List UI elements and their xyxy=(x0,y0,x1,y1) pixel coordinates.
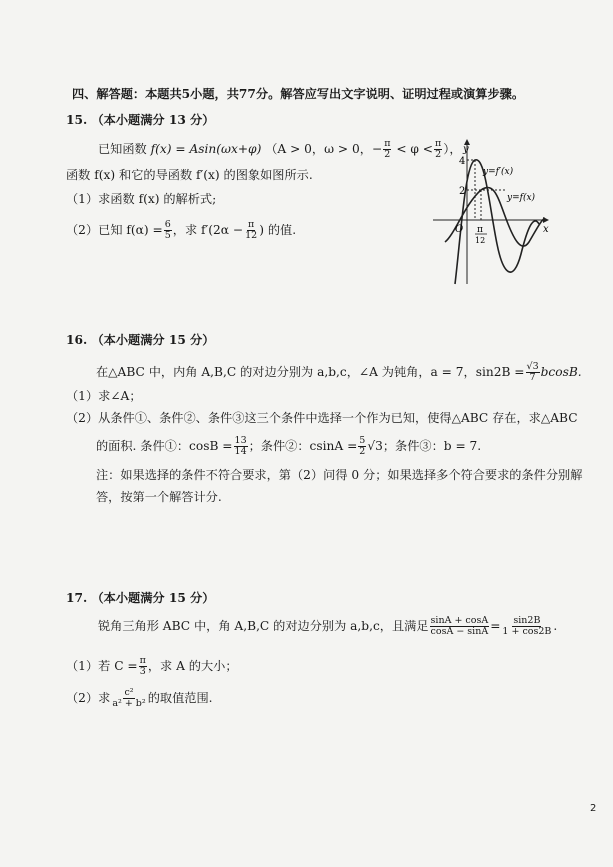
q15-condition: （A > 0，ω > 0，− xyxy=(265,142,383,156)
q16-note-line1: 注：如果选择的条件不符合要求，第（2）问得 0 分；如果选择多个符合要求的条件分别解 xyxy=(96,468,583,482)
fraction: $\frac{\sin 2B}{1 + \cos 2B}$ xyxy=(502,615,552,637)
q17-number: 17. xyxy=(66,591,88,605)
fraction: $\frac{√3}{7}$ xyxy=(526,361,539,383)
fraction: $\frac{\pi}{2}$ xyxy=(435,138,442,160)
q15-text: 已知函数 xyxy=(98,142,147,156)
label-f: y=f(x) xyxy=(507,193,536,203)
q16-sub2-line1: （2）从条件①、条件②、条件③这三个条件中选择一个作为已知，使得△ABC 存在，求△ABC xyxy=(66,411,578,425)
q15-condition: ）， xyxy=(443,142,462,156)
q16-points: （本小题满分 15 分） xyxy=(91,333,215,347)
q15-condition: < φ < xyxy=(396,142,434,156)
fraction: $\frac{13}{14}$ xyxy=(234,435,247,457)
label-fprime: y=f′(x) xyxy=(483,167,514,177)
q15-heading xyxy=(66,112,214,128)
q17-sub1: （1）若 C = $\frac{\pi}{3}$ ，求 A 的大小； xyxy=(66,655,238,677)
q15-line2: 函数 f(x) 和它的导函数 f′(x) 的图象如图所示. xyxy=(66,168,313,182)
fraction: $\frac{\pi}{2}$ xyxy=(384,138,391,160)
tick-label-12: 12 xyxy=(475,236,486,245)
page-number: 2 xyxy=(590,803,597,814)
q16-sub1: （1）求∠A； xyxy=(66,389,142,403)
q17-points: （本小题满分 15 分） xyxy=(91,591,215,605)
x-axis-label: x xyxy=(543,224,549,235)
q16-note-line2: 答，按第一个解答计分. xyxy=(96,490,222,504)
tick-label-4: 4 xyxy=(459,156,466,167)
q15-sub2: （2）已知 f(α) = $\frac{6}{5}$ ，求 f′(2α − $\frac{\pi}{12}$ ) 的值. xyxy=(66,219,297,241)
y-axis-label: y xyxy=(463,144,469,155)
q17-sub2: （2）求 $\frac{\text{c²}}{\text{a² + b²}}$ 的取值范围. xyxy=(66,687,213,709)
fraction: $\frac{\text{c²}}{\text{a² + b²}}$ xyxy=(112,687,146,709)
tick-label-pi: π xyxy=(477,225,483,235)
origin-label: O xyxy=(455,224,464,235)
q17-heading xyxy=(66,590,214,606)
q16-line1: 在△ABC 中，内角 A,B,C 的对边分别为 a,b,c，∠A 为钝角，a = 7，sin2B = $\frac{√3}{7}$ bcosB. xyxy=(96,361,582,383)
q15-sub1: （1）求函数 f(x) 的解析式; xyxy=(66,192,217,206)
q15-number: 15. xyxy=(66,113,88,127)
q16-number: 16. xyxy=(66,333,88,347)
q15-function: f(x) = Asin(ωx+φ) xyxy=(150,142,262,156)
fraction: $\frac{\pi}{12}$ xyxy=(245,219,258,241)
fraction: $\frac{5}{2}$ xyxy=(359,435,366,457)
fraction: $\frac{\sin A + \cos A}{\cos A - \sin A}$ xyxy=(430,615,489,637)
function-graph xyxy=(425,134,555,294)
q15-line1 xyxy=(98,139,462,160)
q16-heading xyxy=(66,332,214,348)
fraction: $\frac{6}{5}$ xyxy=(164,219,171,241)
q16-sub2-line2: 的面积. 条件①：cosB = $\frac{13}{14}$ ；条件②：csinA = $\frac{5}{2}$ √3；条件③：b = 7. xyxy=(96,435,482,457)
q15-points: （本小题满分 13 分） xyxy=(91,113,215,127)
tick-label-2: 2 xyxy=(459,186,466,197)
section-header: 四、解答题：本题共5小题，共77分。解答应写出文字说明、证明过程或演算步骤。 xyxy=(72,87,525,101)
fraction: $\frac{\pi}{3}$ xyxy=(139,655,146,677)
curve-fprime xyxy=(455,160,539,284)
q17-line1: 锐角三角形 ABC 中，角 A,B,C 的对边分别为 a,b,c，且满足 $\frac{\sin A + \cos A}{\cos A - \sin A}$ = $\frac{\sin 2B}{1 + \cos 2B}$ . xyxy=(98,615,558,637)
